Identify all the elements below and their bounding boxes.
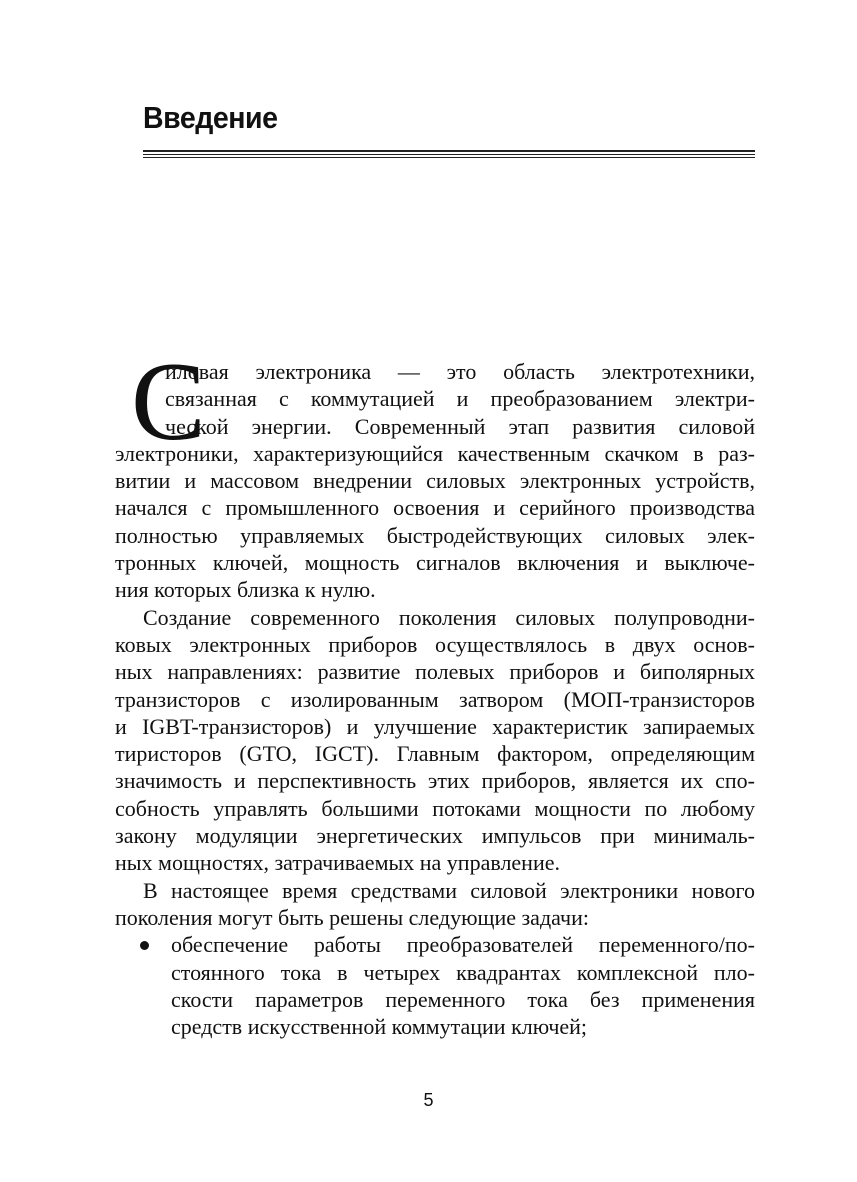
bullet-marker	[140, 941, 149, 950]
text-line: тронных ключей, мощность сигналов включения и выключе-	[115, 550, 755, 576]
text-line: собность управлять большими потоками мощности по любому	[115, 795, 755, 821]
text-line: значимость и перспективность этих приборов, является их спо-	[115, 768, 755, 794]
text-line: полностью управляемых быстродействующих силовых элек-	[115, 522, 755, 548]
text-line: транзисторов с изолированным затвором (МОП-транзисторов	[115, 686, 755, 712]
text-line: стоянного тока в четырех квадрантах комплексной пло-	[171, 959, 755, 985]
intro-paragraph	[115, 358, 755, 1040]
text-line: ния которых близка к нулю.	[115, 577, 376, 603]
text-line: средств искусственной коммутации ключей;	[171, 1014, 588, 1040]
text-line: электроники, характеризующийся качественным скачком в раз-	[115, 440, 755, 466]
text-line: иловая электроника — это область электротехники,	[165, 359, 755, 384]
text-line: обеспечение работы преобразователей переменного/по-	[171, 932, 755, 958]
text-line: ных направлениях: развитие полевых приборов и биполярных	[115, 659, 755, 685]
page-number: 5	[423, 1090, 434, 1110]
text-line: витии и массовом внедрении силовых электронных устройств,	[115, 468, 755, 494]
text-line: начался с промышленного освоения и серийного производства	[115, 495, 755, 521]
text-line: ковых электронных приборов осуществлялось в двух основ-	[115, 631, 755, 657]
heading-rule-thin-1	[143, 154, 755, 155]
drop-cap: С	[131, 340, 206, 464]
text-line: ческой энергии. Современный этап развития силовой	[165, 413, 755, 439]
chapter-heading: Введение	[143, 100, 278, 135]
heading-rule-thick	[143, 150, 755, 152]
text-line: Создание современного поколения силовых полупроводни-	[143, 604, 755, 630]
text-line: скости параметров переменного тока без применения	[171, 986, 755, 1012]
text-line: связанная с коммутацией и преобразованием электри-	[165, 386, 755, 412]
text-line: тиристоров (GTO, IGCT). Главным фактором, определяющим	[115, 741, 755, 767]
text-line: ных мощностях, затрачиваемых на управление.	[115, 850, 560, 876]
text-line: В настоящее время средствами силовой электроники нового	[143, 877, 755, 903]
text-line: закону модуляции энергетических импульсов при минималь-	[115, 823, 755, 849]
heading-rule-thin-2	[143, 157, 755, 158]
text-line: поколения могут быть решены следующие задачи:	[115, 904, 589, 930]
text-line: и IGBT-транзисторов) и улучшение характеристик запираемых	[115, 713, 755, 739]
